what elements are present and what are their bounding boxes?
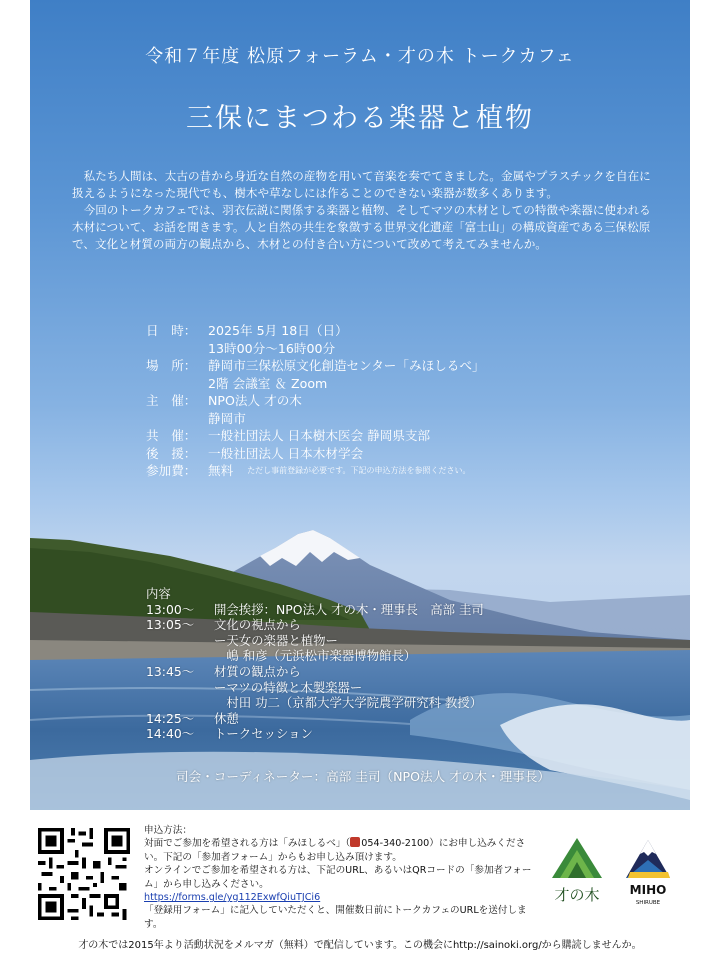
event-host: NPO法人 才の木 [208, 393, 302, 408]
intro-text [72, 168, 662, 253]
application-instructions [144, 824, 544, 931]
phone-icon [350, 837, 360, 847]
program-item: 材質の観点から [214, 663, 301, 679]
qr-code[interactable] [38, 828, 130, 920]
fee-label: 参加費： [146, 463, 197, 478]
program-time: 14:25～ [146, 710, 195, 726]
program-speaker: 村田 功二（京都大学大学院農学研究科 教授） [214, 695, 483, 711]
shirube-logo-text: SHIRUBE [635, 900, 661, 906]
program-item: 文化の視点から [214, 617, 301, 633]
cohost-label: 共 催： [146, 428, 197, 443]
event-details [146, 322, 485, 480]
program-time: 13:05～ [146, 617, 195, 633]
event-venue-room: 2階 会議室 ＆ Zoom [208, 375, 328, 391]
event-time: 13時00分～16時00分 [208, 340, 336, 356]
program-heading: 内容 [146, 586, 171, 601]
series-title: 令和７年度 松原フォーラム・才の木 トークカフェ [145, 46, 575, 67]
date-label: 日 時： [146, 323, 197, 338]
apply-register-note: 「登録用フォーム」に記入していただくと、開催数日前にトークカフェのURLを送付します。 [144, 905, 527, 930]
intro-paragraph: 私たち人間は、太古の昔から身近な自然の産物を用いて音楽を奏でてきました。金属やプラスチックを自在に扱えるようになった現代でも、樹木や草なしには作ることのできない楽器が数多くあります。 [72, 169, 651, 200]
event-title: 三保にまつわる楽器と植物 [186, 103, 534, 134]
apply-text: ）にお申し込みください。下記の「参加者フォーム」からもお申し込み頂けます。 [144, 838, 526, 863]
fee-note: ただし事前登録が必要です。下記の申込方法を参照ください。 [247, 466, 471, 475]
program-subtitle: ー天女の楽器と植物ー [214, 632, 338, 648]
program-subtitle: ーマツの特徴と木製楽器ー [214, 679, 363, 695]
host-label: 主 催： [146, 393, 197, 408]
program-item: トークセッション [214, 726, 313, 742]
program-schedule [146, 586, 484, 742]
form-url-link[interactable]: https://forms.gle/yg112ExwfQiuTJCi6 [144, 892, 321, 904]
phone-number[interactable]: 054-340-2100 [361, 838, 430, 850]
program-item: 開会挨拶：NPO法人 才の木・理事長 高部 圭司 [214, 601, 484, 617]
support-label: 後 援： [146, 445, 197, 461]
sainoki-logo [546, 834, 608, 910]
program-speaker: 嶋 和彦（元浜松市楽器博物館長） [214, 648, 417, 664]
event-support: 一般社団法人 日本木材学会 [208, 445, 364, 461]
newsletter-note: 才の木では2015年より活動状況をメルマガ（無料）で配信しています。この機会にhttp://sainoki.org/から購読しませんか。 [78, 940, 642, 951]
event-host: 静岡市 [208, 410, 246, 426]
event-poster [30, 0, 690, 810]
program-time: 13:00～ [146, 601, 195, 617]
apply-in-person [144, 837, 544, 864]
apply-text: 対面でご参加を希望される方は「みほしるべ」（ [144, 838, 351, 850]
program-time: 14:40～ [146, 726, 195, 742]
event-cohost: 一般社団法人 日本樹木医会 静岡県支部 [208, 428, 431, 443]
event-date: 2025年 5月 18日（日） [208, 323, 348, 338]
apply-heading: 申込方法： [144, 825, 192, 836]
intro-paragraph: 今回のトークカフェでは、羽衣伝説に関係する楽器と植物、そしてマツの木材としての特徴や楽器に使われる木材について、お話を聞きます。人と自然の共生を象徴する世界文化遺産「富士山」の構成資産である三保松原で、文化と材質の両方の観点から、木材との付き合い方について改めて考えてみませんか。 [72, 203, 651, 251]
event-venue: 静岡市三保松原文化創造センター「みほしるべ」 [208, 358, 485, 373]
moderator-line: 司会・コーディネーター：高部 圭司（NPO法人 才の木・理事長） [176, 769, 550, 784]
sainoki-logo-text: 才の木 [554, 886, 600, 904]
miho-shirube-logo [622, 834, 674, 914]
apply-online: オンラインでご参加を希望される方は、下記のURL、あるいはQRコードの「参加者フォーム」から申し込みください。 [144, 865, 532, 890]
program-item: 休憩 [214, 710, 239, 726]
venue-label: 場 所： [146, 358, 197, 373]
event-fee: 無料 [208, 463, 234, 478]
program-time: 13:45～ [146, 663, 195, 679]
miho-logo-text: MIHO [629, 883, 667, 897]
